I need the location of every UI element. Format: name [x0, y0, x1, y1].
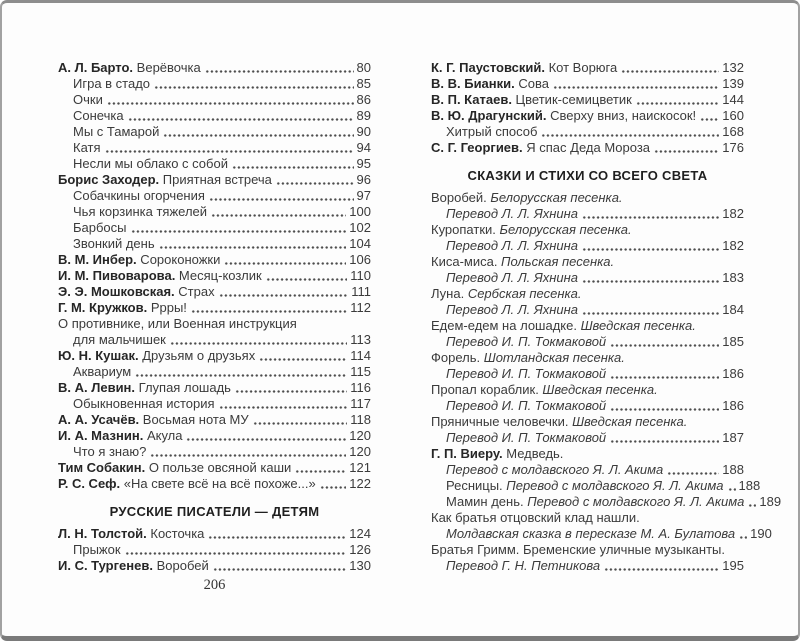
dot-leader — [700, 110, 719, 123]
toc-entry-title: Ресницы. — [446, 478, 507, 493]
toc-entry-subtitle: Перевод Г. Н. Петникова — [446, 558, 601, 573]
toc-entry — [431, 92, 744, 108]
toc-entry-subtitle: Белорусская песенка. — [490, 190, 623, 205]
dot-leader — [163, 126, 353, 139]
toc-entry-title: Едем-едем на лошадке. — [431, 318, 581, 333]
toc-entry — [431, 558, 744, 574]
toc-entry-page-ref: 104 — [349, 236, 371, 251]
toc-entry-title: Воробей — [152, 558, 209, 573]
toc-entry-author: Ю. Н. Кушак. — [58, 348, 139, 363]
toc-entry-author: В. В. Бианки. — [431, 76, 515, 91]
toc-entry-page-ref: 117 — [350, 396, 371, 411]
toc-column-right — [431, 60, 782, 574]
toc-entry-page-ref: 116 — [350, 380, 371, 395]
dot-leader — [208, 528, 346, 541]
toc-entry — [431, 318, 744, 334]
dot-leader — [541, 126, 719, 139]
toc-entry-title: Очки — [73, 92, 103, 107]
toc-entry — [431, 478, 761, 494]
dot-leader — [235, 382, 347, 395]
dot-leader — [170, 334, 347, 347]
dot-leader — [610, 336, 719, 349]
toc-entry-title: Воробей. — [431, 190, 491, 205]
dot-leader — [219, 398, 348, 411]
toc-entry-page-ref: 89 — [356, 108, 371, 123]
toc-entry — [58, 428, 371, 444]
toc-entry-title: для мальчишек — [73, 332, 166, 347]
toc-entry-title: Пропал кораблик. — [431, 382, 543, 397]
toc-entry-page-ref: 168 — [722, 124, 744, 139]
toc-entry-title: Куропатки. — [431, 222, 500, 237]
toc-entry — [431, 334, 744, 350]
toc-entry-title: Приятная встреча — [159, 172, 272, 187]
toc-entry-title: Собачкины огорчения — [73, 188, 205, 203]
toc-entry — [58, 348, 371, 364]
toc-entry — [58, 380, 371, 396]
toc-entry-page-ref: 112 — [350, 300, 371, 315]
dot-leader — [211, 206, 346, 219]
toc-entry-title: Кот Ворюга — [544, 60, 618, 75]
toc-entry — [431, 76, 744, 92]
dot-leader — [748, 496, 756, 509]
toc-entry-title: Луна. — [431, 286, 468, 301]
toc-entry-title: Братья Гримм. Бременские уличные музыканты. — [431, 542, 725, 557]
toc-entry-subtitle: Перевод Л. Л. Яхнина — [446, 238, 579, 253]
dot-leader — [654, 142, 719, 155]
toc-entry — [431, 366, 744, 382]
dot-leader — [266, 270, 348, 283]
dot-leader — [621, 62, 719, 75]
toc-entry — [58, 542, 371, 558]
dot-leader — [610, 368, 719, 381]
toc-entry — [58, 460, 371, 476]
toc-entry-page-ref: 183 — [722, 270, 744, 285]
toc-entry-author: С. Г. Георгиев. — [431, 140, 523, 155]
toc-entry-title: Сороконожки — [136, 252, 221, 267]
toc-entry-page-ref: 97 — [356, 188, 371, 203]
toc-entry-title: «На свете всё на всё похоже...» — [120, 476, 316, 491]
toc-entry-title: Медведь. — [502, 446, 564, 461]
toc-entry-page-ref: 195 — [722, 558, 744, 573]
toc-entry-author: В. П. Катаев. — [431, 92, 512, 107]
toc-entry-page-ref: 124 — [349, 526, 371, 541]
toc-entry — [58, 220, 371, 236]
dot-leader — [131, 222, 347, 235]
dot-leader — [667, 464, 719, 477]
toc-entry — [58, 412, 371, 428]
dot-leader — [610, 432, 719, 445]
toc-entry-title: О противнике, или Военная инструкция — [58, 316, 297, 331]
dot-leader — [728, 480, 736, 493]
toc-entry-page-ref: 95 — [356, 156, 371, 171]
toc-entry-page-ref: 132 — [722, 60, 744, 75]
toc-entry-subtitle: Перевод с молдавского Я. Л. Акима — [506, 478, 724, 493]
toc-entry — [58, 476, 371, 492]
toc-entry-page-ref: 121 — [349, 460, 371, 475]
dot-leader — [150, 446, 346, 459]
toc-entry-page-ref: 90 — [356, 124, 371, 139]
toc-entry-subtitle: Перевод с молдавского Я. Л. Акима — [446, 462, 664, 477]
dot-leader — [259, 350, 347, 363]
toc-entry — [431, 302, 744, 318]
toc-entry-page-ref: 185 — [722, 334, 744, 349]
toc-entry-title: Друзьям о друзьях — [138, 348, 256, 363]
toc-entry-title: Звонкий день — [73, 236, 155, 251]
toc-entry-page-ref: 186 — [722, 398, 744, 413]
toc-entry — [431, 462, 744, 478]
toc-entry-page-ref: 186 — [722, 366, 744, 381]
toc-entry-title: Что я знаю? — [73, 444, 147, 459]
toc-entry-author: В. М. Инбер. — [58, 252, 137, 267]
toc-entry-page-ref: 188 — [738, 478, 761, 493]
dot-leader — [135, 366, 347, 379]
toc-entry-title: Несли мы облако с собой — [73, 156, 228, 171]
toc-entry — [58, 236, 371, 252]
toc-entry-author: И. А. Мазнин. — [58, 428, 144, 443]
toc-entry — [431, 526, 772, 542]
toc-entry-title: Как братья отцовский клад нашли. — [431, 510, 640, 525]
toc-entry-title: Мамин день. — [446, 494, 528, 509]
toc-entry — [58, 444, 371, 460]
toc-entry-subtitle: Польская песенка. — [501, 254, 615, 269]
toc-entry-title: Месяц-козлик — [175, 268, 262, 283]
toc-entry-page-ref: 182 — [722, 206, 744, 221]
toc-entry-subtitle: Шведская песенка. — [572, 414, 688, 429]
toc-entry — [431, 494, 782, 510]
toc-entry-page-ref: 190 — [750, 526, 772, 541]
toc-entry-page-ref: 182 — [722, 238, 744, 253]
toc-entry-title: Акула — [143, 428, 183, 443]
toc-entry-title: Катя — [73, 140, 101, 155]
toc-entry-subtitle: Перевод с молдавского Я. Л. Акима — [527, 494, 745, 509]
dot-leader — [582, 208, 719, 221]
toc-entry-title: Обыкновенная история — [73, 396, 215, 411]
toc-entry-author: К. Г. Паустовский. — [431, 60, 545, 75]
toc-entry-subtitle: Перевод И. П. Токмаковой — [446, 334, 607, 349]
dot-leader — [159, 238, 347, 251]
dot-leader — [636, 94, 720, 107]
toc-entry-page-ref: 122 — [349, 476, 371, 491]
toc-entry-page-ref: 126 — [349, 542, 371, 557]
toc-entry-subtitle: Шведская песенка. — [580, 318, 696, 333]
toc-entry — [58, 364, 371, 380]
toc-entry-subtitle: Сербская песенка. — [467, 286, 582, 301]
toc-entry-title: Чья корзинка тяжелей — [73, 204, 208, 219]
section-heading: РУССКИЕ ПИСАТЕЛИ — ДЕТЯМ — [109, 504, 320, 519]
dot-leader — [224, 254, 346, 267]
toc-entry — [431, 254, 744, 270]
dot-leader — [191, 302, 347, 315]
toc-entry-title: Форель. — [431, 350, 484, 365]
toc-entry — [58, 108, 371, 124]
toc-entry-subtitle: Шведская песенка. — [542, 382, 658, 397]
toc-entry — [431, 510, 744, 526]
toc-entry-page-ref: 115 — [350, 364, 371, 379]
dot-leader — [739, 528, 747, 541]
toc-entry-author: А. Л. Барто. — [58, 60, 134, 75]
toc-entry — [431, 270, 744, 286]
toc-entry-page-ref: 96 — [356, 172, 371, 187]
dot-leader — [253, 414, 348, 427]
toc-entry-page-ref: 139 — [722, 76, 744, 91]
toc-entry — [58, 300, 371, 316]
toc-entry — [431, 286, 744, 302]
toc-entry-subtitle: Шотландская песенка. — [483, 350, 625, 365]
toc-entry-subtitle: Перевод И. П. Токмаковой — [446, 398, 607, 413]
toc-entry-title: Прыжок — [73, 542, 121, 557]
toc-entry — [431, 238, 744, 254]
dot-leader — [553, 78, 719, 91]
toc-entry-title: Хитрый способ — [446, 124, 538, 139]
toc-entry-page-ref: 85 — [356, 76, 371, 91]
dot-leader — [154, 78, 354, 91]
dot-leader — [213, 560, 347, 573]
toc-entry-author: Тим Собакин. — [58, 460, 146, 475]
toc-entry-page-ref: 94 — [356, 140, 371, 155]
toc-entry-page-ref: 100 — [349, 204, 371, 219]
toc-entry-subtitle: Перевод И. П. Токмаковой — [446, 430, 607, 445]
toc-entry-page-ref: 120 — [349, 444, 371, 459]
toc-entry — [431, 60, 744, 76]
toc-entry-title: Киса-миса. — [431, 254, 502, 269]
toc-entry-page-ref: 160 — [722, 108, 744, 123]
toc-entry — [58, 92, 371, 108]
toc-entry-author: А. А. Усачёв. — [58, 412, 140, 427]
toc-entry-title: Сверху вниз, наискосок! — [546, 108, 697, 123]
toc-entry — [58, 396, 371, 412]
toc-entry — [58, 558, 371, 574]
dot-leader — [582, 272, 719, 285]
toc-entry-title: Сова — [514, 76, 549, 91]
toc-entry-title: Я спас Деда Мороза — [522, 140, 651, 155]
toc-entry-page-ref: 110 — [350, 268, 371, 283]
dot-leader — [107, 94, 354, 107]
toc-entry — [58, 188, 371, 204]
dot-leader — [209, 190, 354, 203]
toc-entry-subtitle: Перевод И. П. Токмаковой — [446, 366, 607, 381]
toc-entry-title: Ррры! — [147, 300, 187, 315]
toc-entry-author: Э. Э. Мошковская. — [58, 284, 175, 299]
toc-entry-page-ref: 130 — [349, 558, 371, 573]
toc-entry-title: Барбосы — [73, 220, 127, 235]
toc-entry-title: Игра в стадо — [73, 76, 151, 91]
toc-entry-page-ref: 176 — [722, 140, 744, 155]
toc-entry-subtitle: Перевод Л. Л. Яхнина — [446, 206, 579, 221]
toc-entry — [431, 382, 744, 398]
toc-entry-author: Л. Н. Толстой. — [58, 526, 147, 541]
toc-entry-page-ref: 114 — [350, 348, 371, 363]
toc-entry — [431, 350, 744, 366]
toc-entry — [431, 398, 744, 414]
toc-entry — [58, 76, 371, 92]
toc-entry-title: Восьмая нота МУ — [139, 412, 249, 427]
toc-entry-author: Г. П. Виеру. — [431, 446, 503, 461]
toc-entry-author: Борис Заходер. — [58, 172, 160, 187]
toc-entry-subtitle: Белорусская песенка. — [499, 222, 632, 237]
toc-entry — [431, 414, 744, 430]
toc-entry-page-ref: 189 — [759, 494, 782, 509]
toc-column-left — [58, 60, 371, 574]
dot-leader — [276, 174, 354, 187]
toc-entry-author: И. М. Пивоварова. — [58, 268, 176, 283]
dot-leader — [320, 478, 347, 491]
toc-entry-page-ref: 86 — [356, 92, 371, 107]
dot-leader — [186, 430, 346, 443]
toc-entry-page-ref: 113 — [350, 332, 371, 347]
toc-entry — [58, 526, 371, 542]
toc-entry-title: Мы с Тамарой — [73, 124, 160, 139]
toc-entry — [58, 316, 371, 332]
toc-entry — [431, 542, 744, 558]
toc-entry-title: Сонечка — [73, 108, 124, 123]
toc-entry — [431, 430, 744, 446]
toc-entry-title: Цветик-семицветик — [511, 92, 632, 107]
toc-entry — [58, 204, 371, 220]
toc-entry-page-ref: 120 — [349, 428, 371, 443]
toc-entry-title: Косточка — [146, 526, 205, 541]
folio-page-number: 206 — [203, 577, 226, 593]
toc-entry — [431, 206, 744, 222]
toc-entry — [431, 222, 744, 238]
toc-entry-page-ref: 188 — [722, 462, 744, 477]
toc-entry-title: Глупая лошадь — [135, 380, 231, 395]
dot-leader — [232, 158, 354, 171]
toc-entry — [58, 172, 371, 188]
dot-leader — [582, 240, 719, 253]
dot-leader — [219, 286, 349, 299]
dot-leader — [610, 400, 719, 413]
toc-entry — [58, 268, 371, 284]
toc-entry-subtitle: Молдавская сказка в пересказе М. А. Булатова — [446, 526, 736, 541]
toc-entry-author: В. А. Левин. — [58, 380, 136, 395]
toc-entry — [58, 284, 371, 300]
toc-entry — [58, 156, 371, 172]
toc-entry — [431, 124, 744, 140]
toc-entry-author: Р. С. Сеф. — [58, 476, 121, 491]
toc-entry-author: И. С. Тургенев. — [58, 558, 153, 573]
toc-entry — [431, 108, 744, 124]
toc-entry — [431, 190, 744, 206]
toc-entry-title: Пряничные человечки. — [431, 414, 573, 429]
toc-entry-page-ref: 106 — [349, 252, 371, 267]
toc-entry-author: В. Ю. Драгунский. — [431, 108, 547, 123]
toc-entry-title: Страх — [174, 284, 215, 299]
toc-entry-author: Г. М. Кружков. — [58, 300, 148, 315]
toc-entry — [431, 140, 744, 156]
dot-leader — [128, 110, 354, 123]
toc-entry-page-ref: 184 — [722, 302, 744, 317]
toc-entry — [58, 252, 371, 268]
toc-entry — [58, 124, 371, 140]
toc-entry — [58, 332, 371, 348]
dot-leader — [604, 560, 719, 573]
toc-entry-page-ref: 187 — [722, 430, 744, 445]
toc-entry-title: Аквариум — [73, 364, 132, 379]
toc-entry — [58, 140, 371, 156]
dot-leader — [205, 62, 354, 75]
dot-leader — [125, 544, 347, 557]
dot-leader — [582, 304, 719, 317]
toc-entry-page-ref: 118 — [350, 412, 371, 427]
toc-entry-subtitle: Перевод Л. Л. Яхнина — [446, 302, 579, 317]
toc-entry-title: О пользе овсяной каши — [145, 460, 292, 475]
toc-entry-title: Верёвочка — [133, 60, 201, 75]
toc-entry — [58, 60, 371, 76]
dot-leader — [295, 462, 346, 475]
toc-entry-subtitle: Перевод Л. Л. Яхнина — [446, 270, 579, 285]
toc-entry-page-ref: 80 — [356, 60, 371, 75]
toc-entry-page-ref: 144 — [722, 92, 744, 107]
toc-entry — [431, 446, 744, 462]
toc-entry-page-ref: 111 — [351, 284, 371, 299]
toc-entry-page-ref: 102 — [349, 220, 371, 235]
dot-leader — [105, 142, 354, 155]
section-heading: СКАЗКИ И СТИХИ СО ВСЕГО СВЕТА — [467, 168, 708, 183]
